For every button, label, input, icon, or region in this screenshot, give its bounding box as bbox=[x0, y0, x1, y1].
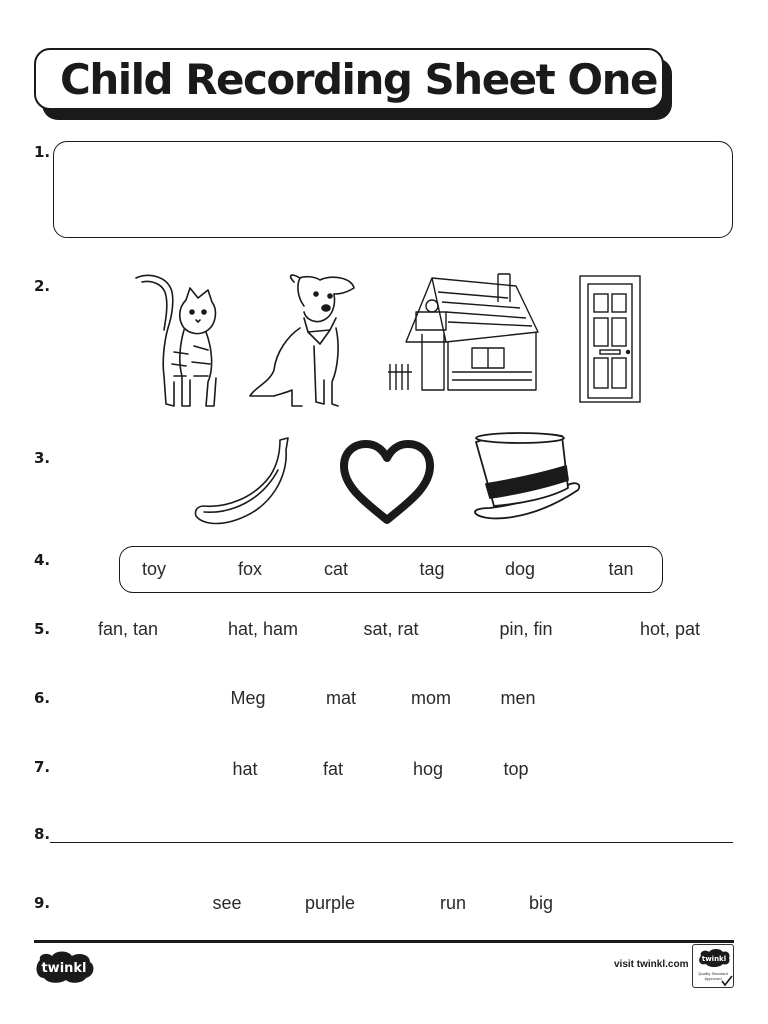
question-4-word-box bbox=[119, 546, 663, 593]
q7-word: top bbox=[503, 759, 529, 779]
question-number-9: 9. bbox=[34, 894, 51, 912]
dog-picture bbox=[244, 272, 360, 412]
q9-word: purple bbox=[304, 893, 356, 913]
twinkl-logo-text: twinkl bbox=[41, 961, 87, 976]
q5-word-pair: hat, ham bbox=[227, 619, 299, 639]
q4-word: cat bbox=[323, 559, 349, 579]
q4-word: tag bbox=[419, 559, 445, 579]
question-number-2: 2. bbox=[34, 277, 51, 295]
q5-word-pair: pin, fin bbox=[499, 619, 553, 639]
quality-badge bbox=[692, 944, 734, 988]
footer-divider bbox=[34, 940, 734, 943]
q4-word: fox bbox=[237, 559, 263, 579]
q9-word: big bbox=[528, 893, 554, 913]
top-hat-picture bbox=[470, 430, 584, 528]
q5-word-pair: sat, rat bbox=[363, 619, 419, 639]
q5-word-pair: fan, tan bbox=[97, 619, 159, 639]
q4-word: dog bbox=[504, 559, 536, 579]
q7-word: hat bbox=[232, 759, 258, 779]
question-8-writing-line[interactable] bbox=[50, 842, 733, 843]
q9-word: see bbox=[212, 893, 242, 913]
house-picture bbox=[386, 272, 546, 396]
question-number-8: 8. bbox=[34, 825, 51, 843]
heart-picture bbox=[338, 438, 436, 528]
question-number-1: 1. bbox=[34, 143, 51, 161]
q7-word: hog bbox=[412, 759, 444, 779]
q5-word-pair: hot, pat bbox=[639, 619, 701, 639]
badge-logo-text: twinkl bbox=[701, 955, 727, 963]
badge-cloud-icon bbox=[697, 948, 731, 968]
question-number-5: 5. bbox=[34, 620, 51, 638]
badge-caption: Quality Standard Approved bbox=[698, 971, 728, 981]
page-title: Child Recording Sheet One bbox=[60, 54, 657, 104]
question-number-7: 7. bbox=[34, 758, 51, 776]
question-number-4: 4. bbox=[34, 551, 51, 569]
footer-site-link[interactable]: visit twinkl.com bbox=[614, 959, 689, 970]
q4-word: tan bbox=[608, 559, 634, 579]
q9-word: run bbox=[439, 893, 467, 913]
question-number-3: 3. bbox=[34, 449, 51, 467]
q7-word: fat bbox=[322, 759, 344, 779]
q6-word: mat bbox=[325, 688, 357, 708]
question-number-6: 6. bbox=[34, 689, 51, 707]
q6-word: men bbox=[500, 688, 536, 708]
q6-word: mom bbox=[411, 688, 451, 708]
question-1-answer-box[interactable] bbox=[53, 141, 733, 238]
checkmark-icon bbox=[721, 975, 733, 987]
door-picture bbox=[578, 274, 642, 404]
title-banner bbox=[34, 48, 664, 110]
q4-word: toy bbox=[141, 559, 167, 579]
twinkl-logo-icon bbox=[34, 950, 96, 984]
q6-word: Meg bbox=[230, 688, 266, 708]
banana-picture bbox=[192, 436, 296, 528]
cat-picture bbox=[128, 272, 224, 412]
